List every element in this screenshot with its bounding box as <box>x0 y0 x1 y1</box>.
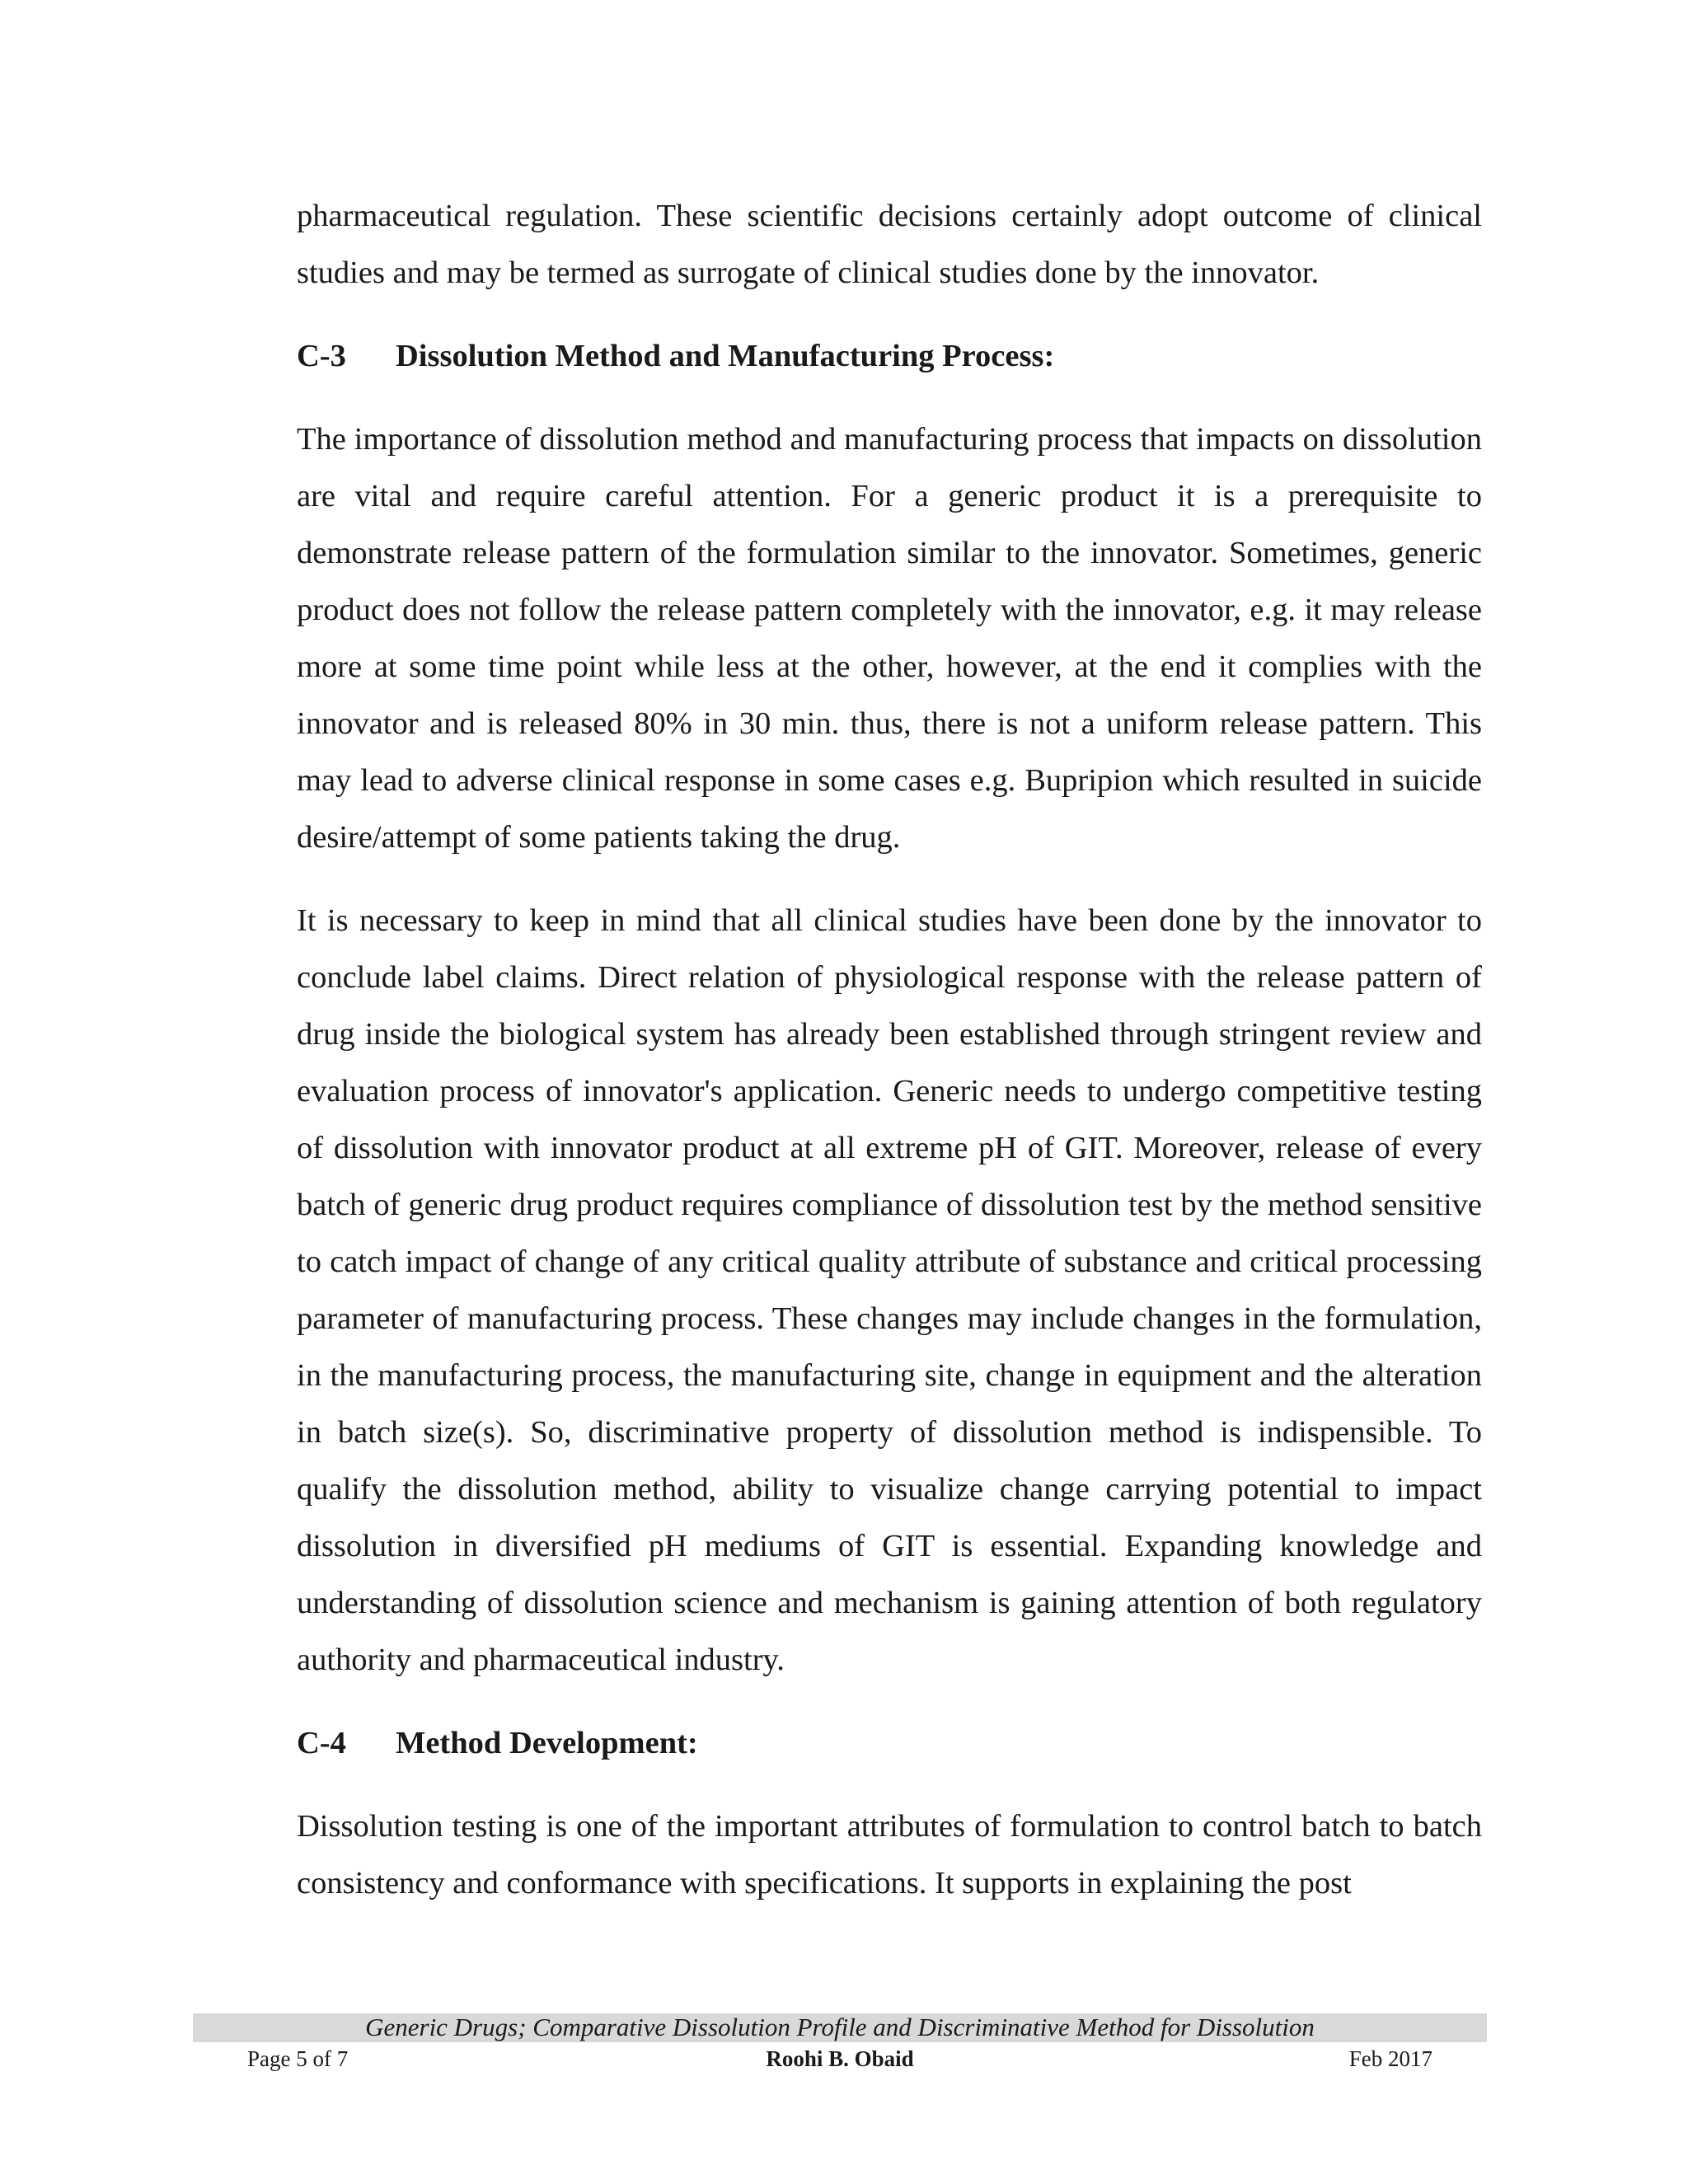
section-number-c4: C-4 <box>297 1726 346 1760</box>
footer-author: Roohi B. Obaid <box>766 2046 914 2071</box>
section-title-c4: Method Development: <box>396 1726 698 1760</box>
section-heading-c3 <box>297 328 1482 385</box>
section-title-c3: Dissolution Method and Manufacturing Process: <box>396 339 1055 373</box>
page-body <box>297 188 1482 1938</box>
paragraph-method-development: Dissolution testing is one of the important attributes of formulation to control batch to batch consistency and conformance with specifications. It supports in explaining the post <box>297 1809 1482 1900</box>
footer-row <box>193 2044 1487 2074</box>
paragraph-clinical-studies: It is necessary to keep in mind that all clinical studies have been done by the innovator to conclude label claims. Direct relation of physiological response with the release pattern of drug inside the biological system has already been established through stringent review and evaluation process of innovator's application. Generic needs to undergo competitive testing of dissolution with innovator product at all extreme pH of GIT. Moreover, release of every batch of generic drug product requires compliance of dissolution test by the method sensitive to catch impact of change of any critical quality attribute of substance and critical processing parameter of manufacturing process. These changes may include changes in the formulation, in the manufacturing process, the manufacturing site, change in equipment and the alteration in batch size(s). So, discriminative property of dissolution method is indispensible. To qualify the dissolution method, ability to visualize change carrying potential to impact dissolution in diversified pH mediums of GIT is essential. Expanding knowledge and understanding of dissolution science and mechanism is gaining attention of both regulatory authority and pharmaceutical industry. <box>297 903 1482 1677</box>
page-number: Page 5 of 7 <box>247 2046 349 2071</box>
footer-date: Feb 2017 <box>1348 2046 1432 2071</box>
section-number-c3: C-3 <box>297 339 346 373</box>
paragraph-dissolution-importance: The importance of dissolution method and manufacturing process that impacts on dissolution are vital and require careful attention. For a generic product it is a prerequisite to demonstrate release pattern of the formulation similar to the innovator. Sometimes, generic product does not follow the release pattern completely with the innovator, e.g. it may release more at some time point while less at the other, however, at the end it complies with the innovator and is released 80% in 30 min. thus, there is not a uniform release pattern. This may lead to adverse clinical response in some cases e.g. Bupripion which resulted in suicide desire/attempt of some patients taking the drug. <box>297 422 1482 855</box>
section-heading-c4 <box>297 1715 1482 1772</box>
footer-title: Generic Drugs; Comparative Dissolution Profile and Discriminative Method for Dissolution <box>365 2013 1315 2041</box>
paragraph-intro: pharmaceutical regulation. These scientific decisions certainly adopt outcome of clinical studies and may be termed as surrogate of clinical studies done by the innovator. <box>297 199 1482 290</box>
